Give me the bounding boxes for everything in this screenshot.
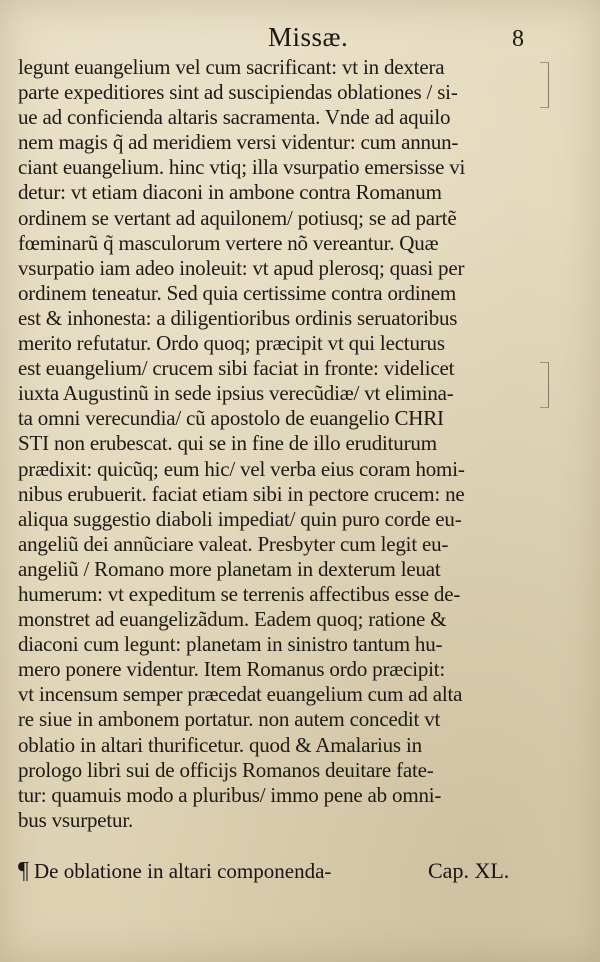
text-line: legunt euangelium vel cum sacrificant: vt in dextera	[18, 55, 445, 79]
running-head	[0, 22, 600, 54]
text-line: est euangelium/ crucem sibi faciat in fronte: videlicet	[18, 356, 455, 381]
margin-bracket-upper	[540, 62, 549, 108]
text-line: ue ad conficienda altaris sacramenta. Vnde ad aquilo	[18, 105, 451, 130]
chapter-title: De oblatione in altari componenda-	[34, 859, 332, 883]
text-line: nibus erubuerit. faciat etiam sibi in pectore crucem: ne	[18, 481, 465, 506]
text-line: tur: quamuis modo a pluribus/ immo pene ab omni-	[18, 782, 442, 807]
chapter-heading	[18, 856, 538, 886]
text-line: aliqua suggestio diaboli impediat/ quin puro corde eu-	[18, 506, 462, 531]
text-line: ciant euangelium. hinc vtiq; illa vsurpatio emersisse vi	[18, 155, 466, 180]
text-line: vt incensum semper præcedat euangelium cum ad alta	[18, 682, 463, 707]
text-line: mero ponere videntur. Item Romanus ordo præcipit:	[18, 657, 446, 682]
text-line: bus vsurpetur.	[18, 807, 134, 832]
text-line: diaconi cum legunt: planetam in sinistro tantum hu-	[18, 632, 443, 657]
text-line: prologo libri sui de officijs Romanos deuitare fate-	[18, 757, 434, 782]
text-line: humerum: vt expeditum se terrenis affectibus esse de-	[18, 581, 461, 606]
chapter-number: Cap. XL.	[428, 858, 510, 883]
text-line: est & inhonesta: a diligentioribus ordinis seruatoribus	[18, 305, 458, 330]
running-head-title: Missæ.	[268, 22, 349, 52]
text-line: detur: vt etiam diaconi in ambone contra Romanum	[18, 180, 442, 205]
text-line: iuxta Augustinũ in sede ipsius verecũdiæ/ vt elimina-	[18, 381, 454, 406]
folio-number: 8	[512, 26, 524, 52]
text-line: angeliũ / Romano more planetam in dexterum leuat	[18, 556, 441, 581]
text-line: STI non erubescat. qui se in fine de illo eruditurum	[18, 431, 437, 456]
text-line: ordinem teneatur. Sed quia certissime contra ordinem	[18, 280, 457, 305]
text-line: fœminarũ q̃ masculorum vertere nõ vereantur. Quæ	[18, 230, 439, 255]
margin-bracket-lower	[540, 362, 549, 408]
text-line: nem magis q̃ ad meridiem versi videntur: cum annun-	[18, 130, 459, 155]
text-line: vsurpatio iam adeo inoleuit: vt apud plerosq; quasi per	[18, 255, 465, 280]
text-line: monstret ad euangelizãdum. Eadem quoq; ratione &	[18, 607, 447, 632]
text-line: parte expeditiores sint ad suscipiendas oblationes / si-	[18, 80, 458, 105]
text-line: ta omni verecundia/ cũ apostolo de euangelio CHRI	[18, 406, 444, 431]
text-line: oblatio in altari thurificetur. quod & Amalarius in	[18, 732, 422, 757]
pilcrow-mark: ¶	[18, 858, 29, 884]
text-line: ordinem se vertant ad aquilonem/ potiusq; se ad partẽ	[18, 205, 457, 230]
text-line: re siue in ambonem portatur. non autem concedit vt	[18, 707, 441, 732]
body-text	[18, 55, 538, 833]
text-line: angeliũ dei annũciare valeat. Presbyter cum legit eu-	[18, 531, 449, 556]
text-line: prædixit: quicũq; eum hic/ vel verba eius coram homi-	[18, 456, 465, 481]
text-line: merito refutatur. Ordo quoq; præcipit vt qui lecturus	[18, 331, 445, 356]
